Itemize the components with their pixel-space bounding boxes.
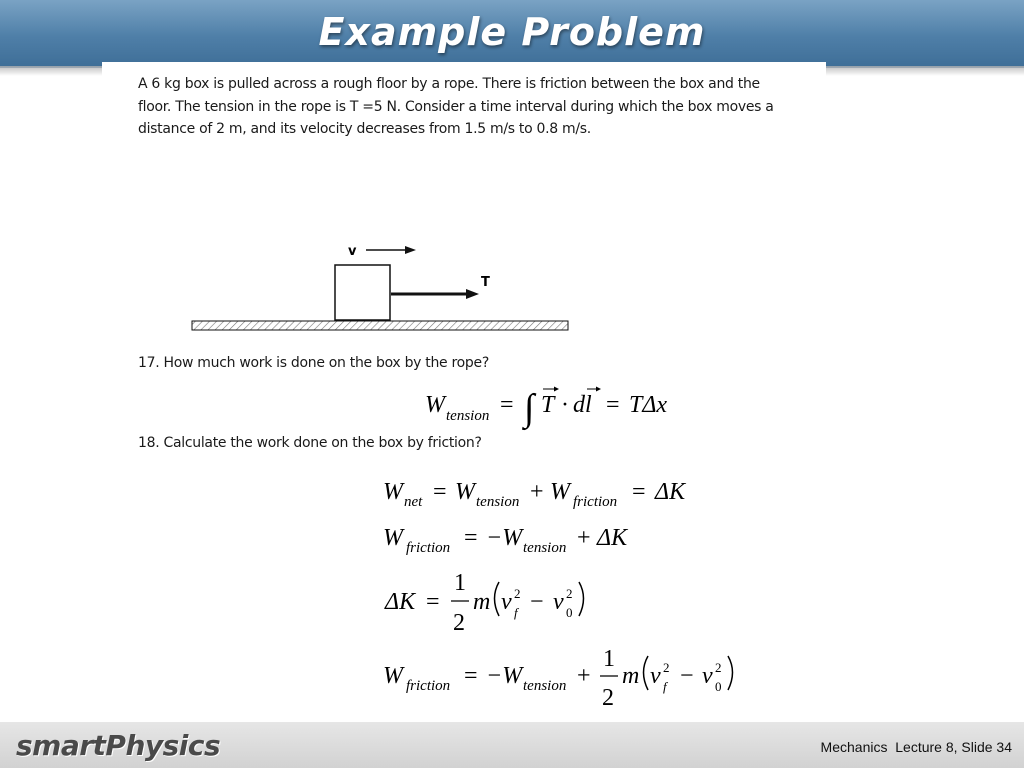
eq-minus: − [530,589,544,615]
box-shape [335,265,390,320]
equation-delta-k [384,570,584,636]
smartphysics-logo: smartPhysics [16,729,221,762]
equation-work-tension [425,387,667,432]
slide-title: Example Problem [318,10,706,54]
eq-term: −W [486,525,523,551]
eq-equals: = [632,479,646,505]
eq-equals: = [433,479,447,505]
eq-equals: = [464,663,478,689]
problem-line: A 6 kg box is pulled across a rough floor by a rope. There is friction between the box and the [138,76,760,92]
equation-friction-final [383,646,733,711]
eq-subscript: net [404,494,423,510]
eq-symbol: v [501,589,512,615]
eq-subscript: f [663,679,667,694]
problem-line: distance of 2 m, and its velocity decreases from 1.5 m/s to 0.8 m/s. [138,121,591,137]
eq-vector-dl: dl [573,392,592,418]
paren-left [495,582,500,616]
eq-subscript: friction [406,678,451,694]
eq-term: TΔx [629,392,668,418]
eq-term: ΔK [385,589,416,615]
eq-symbol: W [383,663,403,689]
velocity-label: v [348,244,357,259]
eq-vector-t: T [541,392,555,418]
eq-symbol: m [473,589,491,615]
eq-subscript: tension [476,494,520,510]
eq-dot: · [561,392,569,418]
eq-superscript: 2 [715,660,722,675]
eq-superscript: 2 [663,660,670,675]
eq-term: ΔK [597,525,628,551]
eq-symbol: W [425,392,445,418]
eq-symbol: W [383,479,403,505]
eq-equals: = [426,589,440,615]
eq-minus: − [680,663,694,689]
equation-friction-work [383,525,629,556]
paren-right [579,582,584,616]
eq-subscript: 0 [715,679,722,694]
eq-superscript: 2 [514,586,521,601]
eq-symbol: W [383,525,403,551]
eq-plus: + [577,525,591,551]
tension-arrow-head [466,289,479,299]
eq-equals: = [606,392,620,418]
eq-plus: + [577,663,591,689]
eq-subscript: tension [523,678,567,694]
eq-equals: = [464,525,478,551]
eq-symbol: W [455,479,475,505]
eq-equals: = [500,392,514,418]
eq-symbol: v [702,663,713,689]
paren-right [728,656,733,690]
tension-label: T [481,275,490,290]
floor-hatched [192,321,568,330]
eq-superscript: 2 [566,586,573,601]
eq-term: −W [486,663,523,689]
eq-symbol: W [550,479,570,505]
eq-subscript: friction [406,540,451,556]
fraction-denominator: 2 [453,610,465,636]
problem-line: floor. The tension in the rope is T =5 N. Consider a time interval during which the box moves a [138,98,774,115]
eq-term: ΔK [655,479,686,505]
eq-subscript: f [514,605,518,620]
eq-symbol: v [650,663,661,689]
eq-plus: + [530,479,544,505]
eq-subscript: tension [523,540,567,556]
fraction-numerator: 1 [454,570,466,596]
eq-subscript: 0 [566,605,573,620]
question-17: 17. How much work is done on the box by the rope? [138,355,489,371]
vector-arrow-head [596,387,601,392]
fraction-numerator: 1 [603,646,615,672]
box-diagram [192,244,568,330]
paren-left [644,656,649,690]
integral-sign: ∫ [524,387,535,429]
question-18: 18. Calculate the work done on the box by friction? [138,435,482,451]
fraction-denominator: 2 [602,685,614,711]
eq-subscript: tension [446,408,490,424]
eq-symbol: v [553,589,564,615]
eq-symbol: m [622,663,640,689]
slide-info: Mechanics Lecture 8, Slide 34 [820,739,1012,755]
eq-subscript: friction [573,494,618,510]
vector-arrow-head [554,387,559,392]
equation-net-work [383,479,687,510]
velocity-arrow-head [405,246,416,254]
